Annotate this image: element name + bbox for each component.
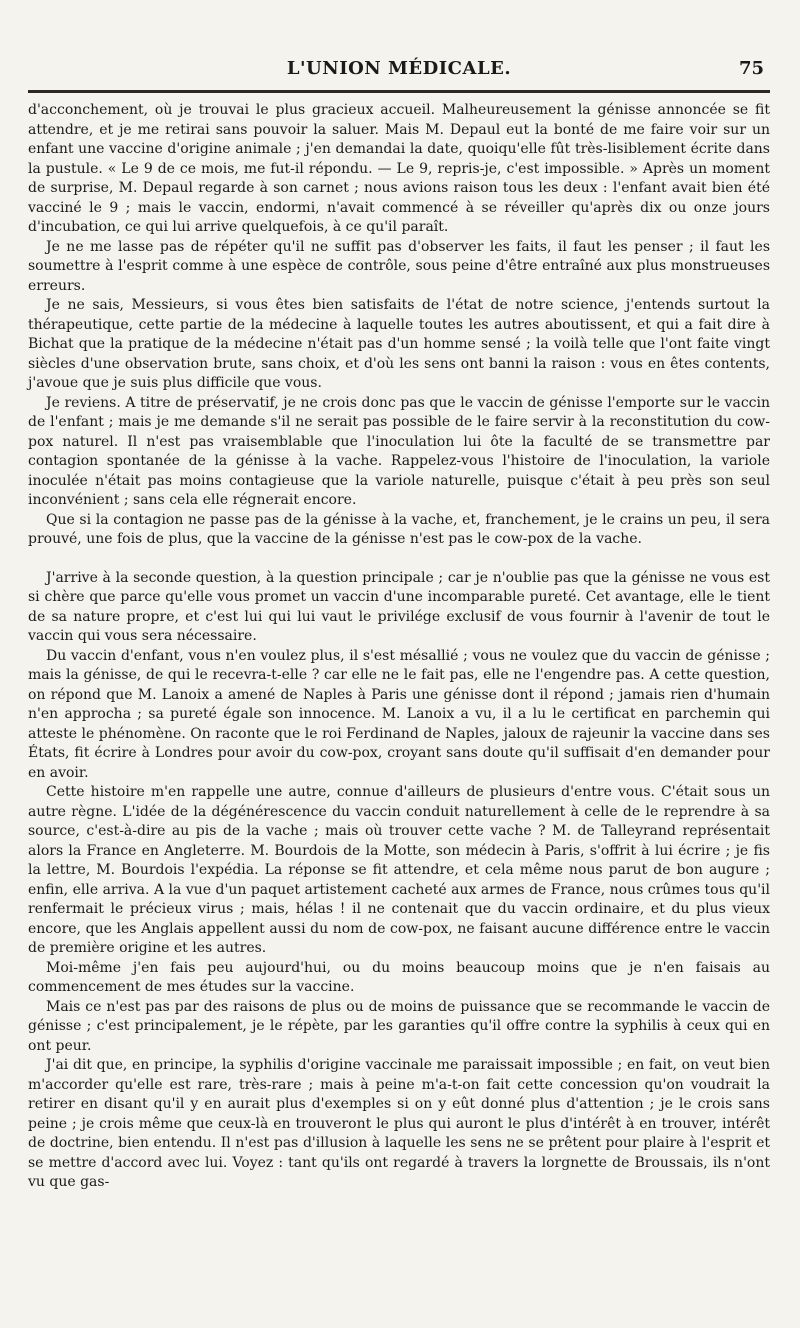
running-header <box>28 52 770 82</box>
journal-title: L'UNION MÉDICALE. <box>286 58 512 79</box>
body-text <box>28 101 770 1193</box>
page-number: 75 <box>738 58 764 79</box>
paragraph: d'acconchement, où je trouvai le plus gracieux accueil. Malheureusement la génisse annoncée se fit attendre, et je me retirai sans pouvoir la saluer. Mais M. Depaul eut la bonté de me faire voir sur un enfant une vaccine d'origine animale ; j'en demandai la date, quoiqu'elle fût très-lisiblement écrite dans la pustule. « Le 9 de ce mois, me fut-il répondu. — Le 9, repris-je, c'est impossible. » Après un moment de surprise, M. Depaul regarde à son carnet ; nous avions raison tous les deux : l'enfant avait bien été vacciné le 9 ; mais le vaccin, endormi, n'avait commencé à se réveiller qu'après dix ou onze jours d'incubation, ce qui lui arrive quelquefois, à ce qu'il paraît. <box>28 102 770 235</box>
paragraph: J'ai dit que, en principe, la syphilis d'origine vaccinale me paraissait impossible ; en fait, on veut bien m'accorder qu'elle est rare, très-rare ; mais à peine m'a-t-on fait cette concession qu'on voudrait la retirer en disant qu'il y en aurait plus d'exemples si on y eût donné plus d'attention ; je le crois sans peine ; je crois même que ceux-là en trouveront le plus qui auront le plus d'intérêt à en trouver, intérêt de doctrine, bien entendu. Il n'est pas d'illusion à laquelle les sens ne se prêtent pour plaire à l'esprit et se mettre d'accord avec lui. Voyez : tant qu'ils ont regardé à travers la lorgnette de Broussais, ils n'ont vu que gas- <box>28 1057 770 1190</box>
paragraph: Je ne me lasse pas de répéter qu'il ne suffit pas d'observer les faits, il faut les penser ; il faut les soumettre à l'esprit comme à une espèce de contrôle, sous peine d'être entraîné aux plus monstrueuses erreurs. <box>28 238 770 294</box>
paragraph: Mais ce n'est pas par des raisons de plus ou de moins de puissance que se recommande le vaccin de génisse ; c'est principalement, je le répète, par les garanties qu'il offre contre la syphilis à ceux qui en ont peur. <box>28 998 770 1054</box>
paragraph: Cette histoire m'en rappelle une autre, connue d'ailleurs de plusieurs d'entre vous. C'était sous un autre règne. L'idée de la dégénérescence du vaccin conduit naturellement à celle de le reprendre à sa source, c'est-à-dire au pis de la vache ; mais où trouver cette vache ? M. de Talleyrand représentait alors la France en Angleterre. M. Bourdois de la Motte, son médecin à Paris, s'offrit à lui écrire ; je fis la lettre, M. Bourdois l'expédia. La réponse se fit attendre, et cela même nous parut de bon augure ; enfin, elle arriva. A la vue d'un paquet artistement cacheté aux armes de France, nous crûmes tous qu'il renfermait le précieux virus ; mais, hélas ! il ne contenait que du vaccin ordinaire, et du plus vieux encore, que les Anglais appellent aussi du nom de cow-pox, ne faisant aucune différence entre le vaccin de première origine et les autres. <box>28 784 770 956</box>
paragraph: Que si la contagion ne passe pas de la génisse à la vache, et, franchement, je le crains un peu, il sera prouvé, une fois de plus, que la vaccine de la génisse n'est pas le cow-pox de la vache. <box>28 511 770 547</box>
header-rule <box>28 90 770 93</box>
paragraph: Moi-même j'en fais peu aujourd'hui, ou du moins beaucoup moins que je n'en faisais au commencement de mes études sur la vaccine. <box>28 959 770 995</box>
paragraph: Je ne sais, Messieurs, si vous êtes bien satisfaits de l'état de notre science, j'entends surtout la thérapeutique, cette partie de la médecine à laquelle toutes les autres aboutissent, et qui a fait dire à Bichat que la pratique de la médecine n'était pas d'un homme sensé ; la voilà telle que l'ont faite vingt siècles d'une observation brute, sans choix, et d'où les sens ont banni la raison : vous en êtes contents, j'avoue que je suis plus difficile que vous. <box>28 297 770 391</box>
paragraph: Je reviens. A titre de préservatif, je ne crois donc pas que le vaccin de génisse l'emporte sur le vaccin de l'enfant ; mais je me demande s'il ne serait pas possible de le faire servir à la reconstitution du cow-pox naturel. Il n'est pas vraisemblable que l'inoculation lui ôte la faculté de se transmettre par contagion spontanée de la génisse à la vache. Rappelez-vous l'histoire de l'inoculation, la variole inoculée n'était pas moins contagieuse que la variole naturelle, puisque c'était à peu près son seul inconvénient ; sans cela elle régnerait encore. <box>28 394 770 508</box>
paragraph: Du vaccin d'enfant, vous n'en voulez plus, il s'est mésallié ; vous ne voulez que du vaccin de génisse ; mais la génisse, de qui le recevra-t-elle ? car elle ne le fait pas, elle ne l'engendre pas. A cette question, on répond que M. Lanoix a amené de Naples à Paris une génisse dont il répond ; jamais rien d'humain n'en approcha ; sa pureté égale son innocence. M. Lanoix a vu, il a lu le certificat en parchemin qui atteste le phénomène. On raconte que le roi Ferdinand de Naples, jaloux de rajeunir la vaccine dans ses États, fit écrire à Londres pour avoir du cow-pox, croyant sans doute qu'il suffisait d'en demander pour en avoir. <box>28 647 770 781</box>
paragraph: J'arrive à la seconde question, à la question principale ; car je n'oublie pas que la génisse ne vous est si chère que parce qu'elle vous promet un vaccin d'une incomparable pureté. Cet avantage, elle le tient de sa nature propre, et c'est lui qui lui vaut le privilége exclusif de vous fournir à l'avenir de tout le vaccin qui vous sera nécessaire. <box>28 569 770 644</box>
